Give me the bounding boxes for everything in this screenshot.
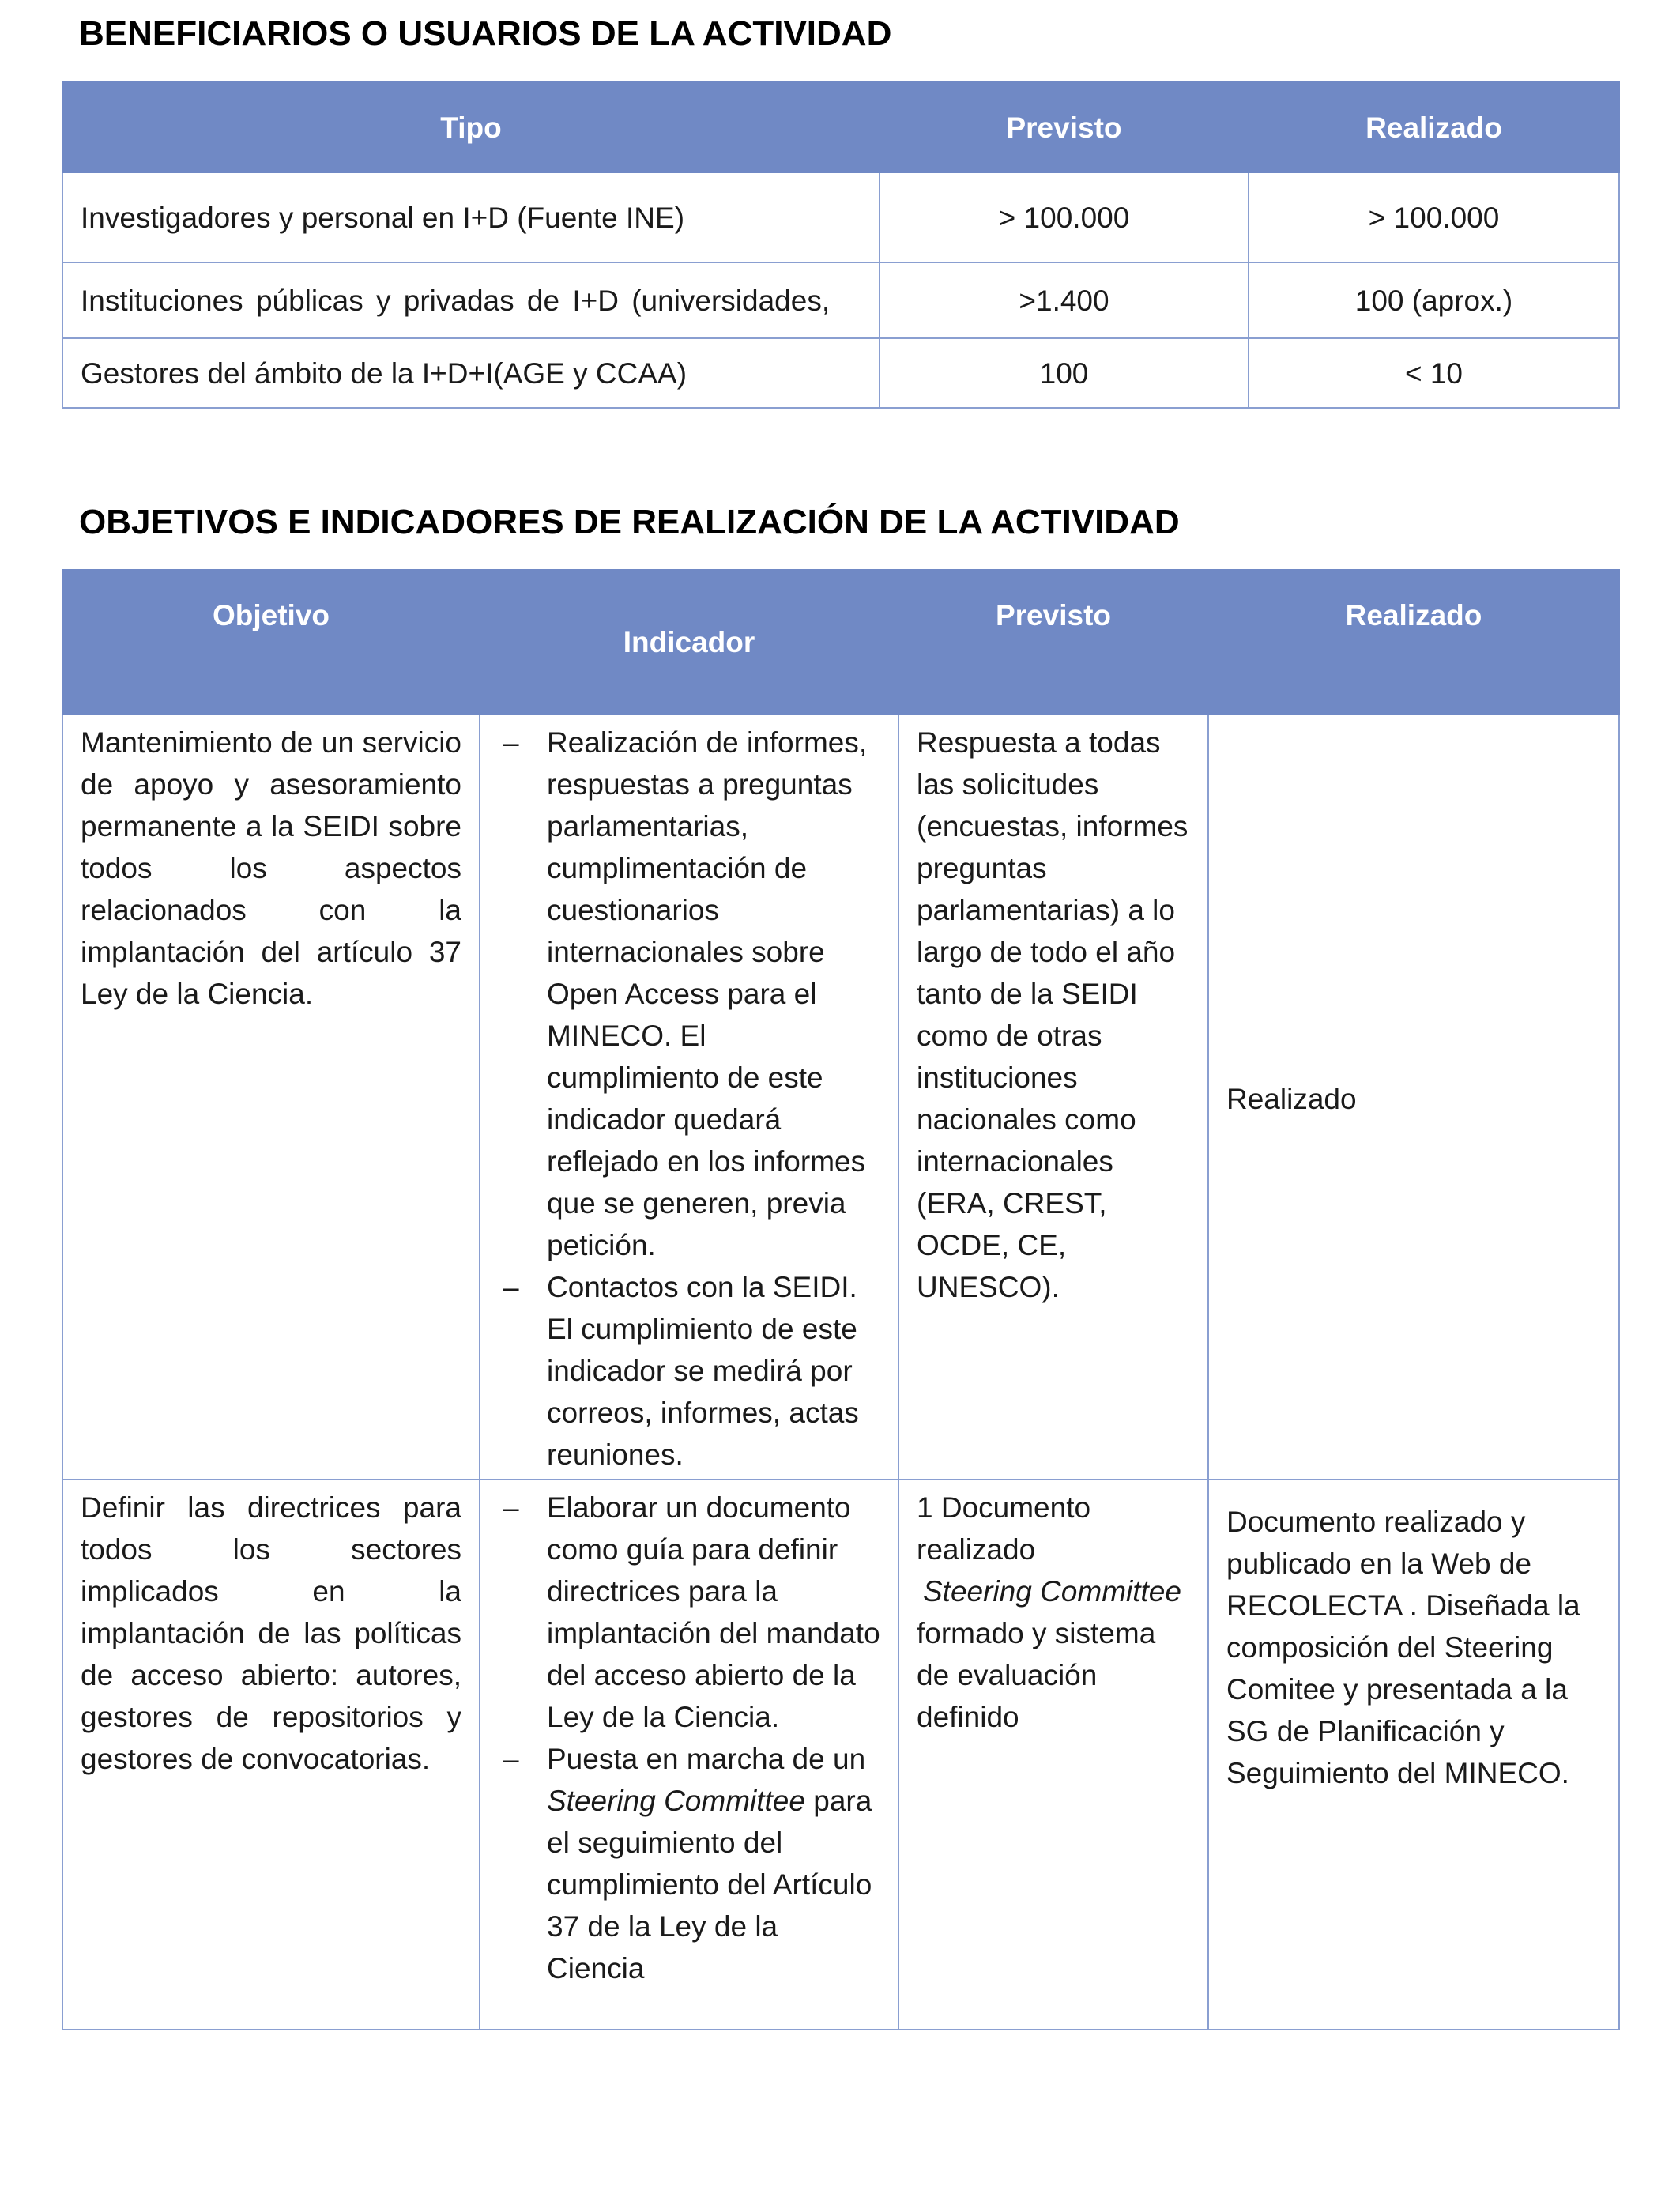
table-row: [62, 338, 1619, 408]
previsto-text: 1 Documento realizado: [917, 1491, 1091, 1566]
cell-realizado: > 100.000: [1249, 172, 1619, 262]
header-realizado: Realizado: [1208, 570, 1619, 714]
cell-tipo: Investigadores y personal en I+D (Fuente INE): [62, 172, 880, 262]
table-row: [62, 172, 1619, 262]
cell-realizado: < 10: [1249, 338, 1619, 408]
table-row: [62, 1480, 1619, 2030]
list-item: – Realización de informes, respuestas a preguntas parlamentarias, cumplimentación de cuestionarios internacionales sobre Open Access para el MINECO. El cumplimiento de este indicador quedará reflejado en los informes que se generen, previa petición.: [498, 722, 880, 1266]
header-indicador: Indicador: [480, 570, 898, 714]
list-item: – Elaborar un documento como guía para definir directrices para la implantación del mandato del acceso abierto de la Ley de la Ciencia.: [498, 1487, 880, 1738]
previsto-emphasis: [917, 1570, 1190, 1612]
steering-committee-label: Steering Committee: [923, 1575, 1181, 1608]
table-row: [62, 262, 1619, 338]
cell-previsto: Respuesta a todas las solicitudes (encuestas, informes preguntas parlamentarias) a lo largo de todo el año tanto de la SEIDI como de otras instituciones nacionales como internacionales (ERA, CREST, OCDE, CE, UNESCO).: [898, 714, 1208, 1480]
cell-realizado: Documento realizado y publicado en la Web de RECOLECTA . Diseñada la composición del Steering Comitee y presentada a la SG de Planificación y Seguimiento del MINECO.: [1208, 1480, 1619, 2030]
indicator-list: [498, 722, 880, 1476]
indicator-emphasis: Steering Committee: [547, 1785, 805, 1817]
list-item: [498, 1738, 880, 1989]
cell-tipo: Instituciones públicas y privadas de I+D (universidades,: [62, 262, 880, 338]
indicator-list: [498, 1487, 880, 1989]
table-header-row: [62, 82, 1619, 172]
table-row: [62, 714, 1619, 1480]
cell-previsto: > 100.000: [880, 172, 1249, 262]
list-item: – Contactos con la SEIDI. El cumplimiento de este indicador se medirá por correos, informes, actas reuniones.: [498, 1266, 880, 1476]
header-objetivo: Objetivo: [62, 570, 480, 714]
section-title-objetivos: OBJETIVOS E INDICADORES DE REALIZACIÓN DE LA ACTIVIDAD: [79, 503, 1180, 541]
cell-previsto: 100: [880, 338, 1249, 408]
objetivos-table: [62, 569, 1620, 2030]
cell-objetivo: Definir las directrices para todos los sectores implicados en la implantación de las políticas de acceso abierto: autores, gestores de repositorios y gestores de convocatorias.: [62, 1480, 480, 2030]
cell-indicador: [480, 1480, 898, 2030]
beneficiarios-table: [62, 81, 1620, 409]
cell-tipo: Gestores del ámbito de la I+D+I(AGE y CCAA): [62, 338, 880, 408]
cell-previsto: [898, 1480, 1208, 2030]
header-previsto: Previsto: [898, 570, 1208, 714]
cell-objetivo: Mantenimiento de un servicio de apoyo y asesoramiento permanente a la SEIDI sobre todos los aspectos relacionados con la implantación del artículo 37 Ley de la Ciencia.: [62, 714, 480, 1480]
header-previsto: Previsto: [880, 82, 1249, 172]
indicator-text: Puesta en marcha de un: [547, 1743, 866, 1775]
cell-realizado: 100 (aprox.): [1249, 262, 1619, 338]
cell-previsto: >1.400: [880, 262, 1249, 338]
header-tipo: Tipo: [62, 82, 880, 172]
table-header-row: [62, 570, 1619, 714]
cell-realizado: Realizado: [1208, 714, 1619, 1480]
header-realizado: Realizado: [1249, 82, 1619, 172]
indicator-text: para el seguimiento del cumplimiento del Artículo 37 de la Ley de la Ciencia: [547, 1785, 872, 1985]
previsto-text: formado y sistema de evaluación definido: [917, 1617, 1156, 1733]
section-title-beneficiarios: BENEFICIARIOS O USUARIOS DE LA ACTIVIDAD: [79, 14, 892, 53]
cell-indicador: [480, 714, 898, 1480]
